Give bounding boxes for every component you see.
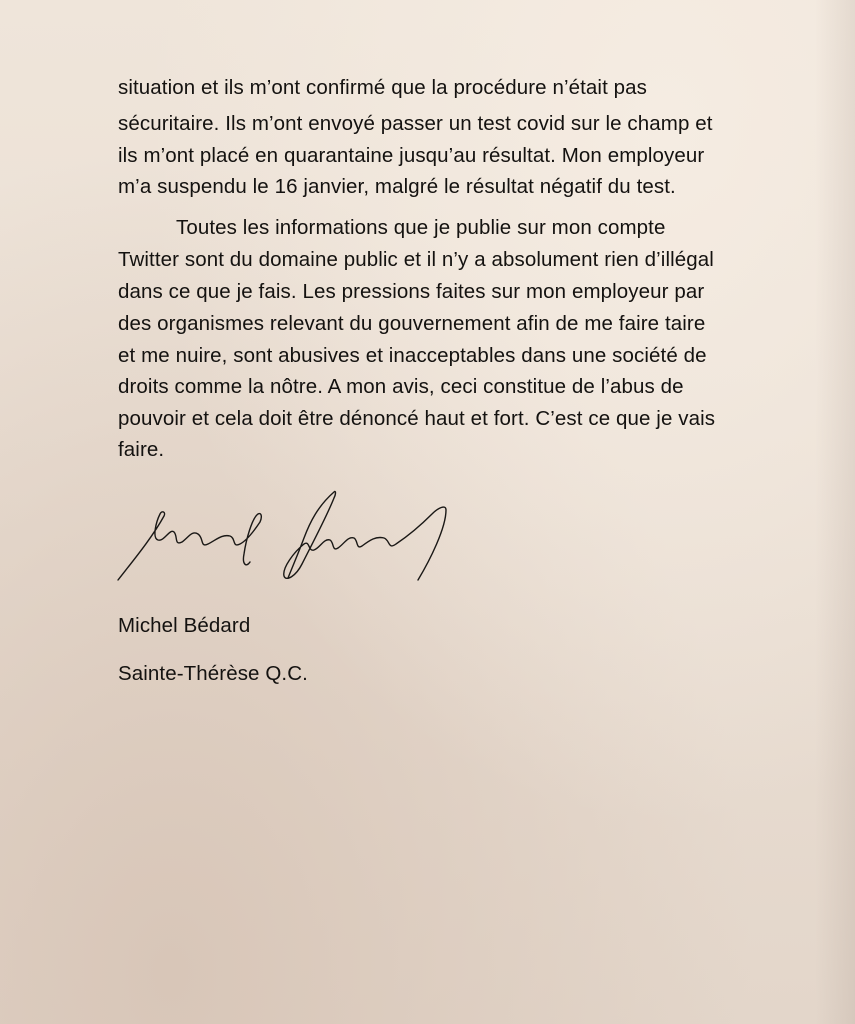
letter-line: dans ce que je fais. Les pressions faites sur mon employeur par bbox=[118, 280, 705, 303]
letter-line: faire. bbox=[118, 438, 165, 461]
handwritten-signature bbox=[112, 488, 457, 588]
signer-location: Sainte-Thérèse Q.C. bbox=[118, 662, 308, 685]
letter-line: m’a suspendu le 16 janvier, malgré le résultat négatif du test. bbox=[118, 175, 676, 198]
letter-line-indented: Toutes les informations que je publie sur mon compte bbox=[176, 216, 666, 239]
paper-edge-shadow bbox=[815, 0, 855, 1024]
letter-line: ils m’ont placé en quarantaine jusqu’au résultat. Mon employeur bbox=[118, 144, 705, 167]
letter-line: Twitter sont du domaine public et il n’y a absolument rien d’illégal bbox=[118, 248, 714, 271]
letter-line: sécuritaire. Ils m’ont envoyé passer un test covid sur le champ et bbox=[118, 112, 713, 135]
letter-line: et me nuire, sont abusives et inacceptables dans une société de bbox=[118, 344, 707, 367]
signer-name: Michel Bédard bbox=[118, 614, 251, 637]
letter-line: des organismes relevant du gouvernement afin de me faire taire bbox=[118, 312, 706, 335]
letter-line: pouvoir et cela doit être dénoncé haut et fort. C’est ce que je vais bbox=[118, 407, 716, 430]
letter-line: situation et ils m’ont confirmé que la procédure n’était pas bbox=[118, 76, 648, 99]
letter-line: droits comme la nôtre. A mon avis, ceci constitue de l’abus de bbox=[118, 375, 684, 398]
